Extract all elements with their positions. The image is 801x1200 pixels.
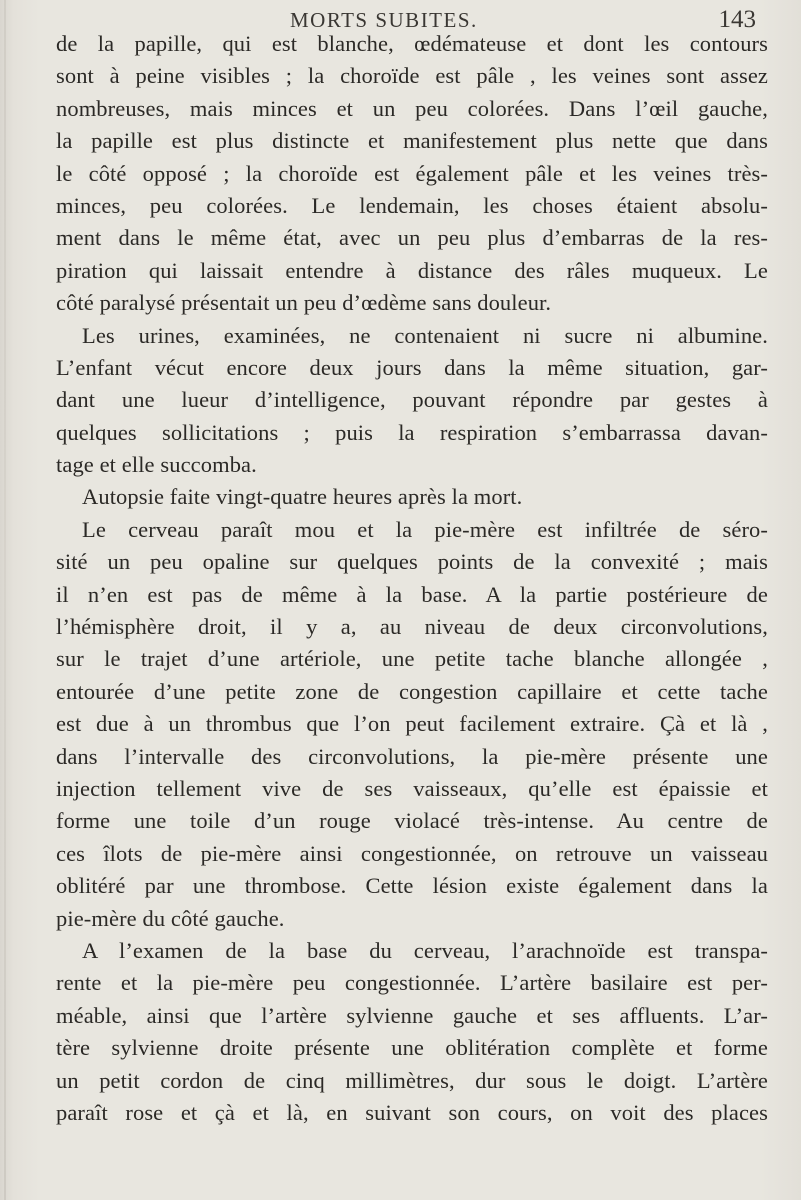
text-line: rente et la pie-mère peu congestionnée. L’artère basilaire est per- [56,970,768,996]
text-line: ces îlots de pie-mère ainsi congestionnée, on retrouve un vaisseau [56,840,768,866]
text-line: paraît rose et çà et là, en suivant son cours, on voit des places [56,1099,768,1125]
text-line: oblitéré par une thrombose. Cette lésion existe également dans la [56,873,768,899]
text-line: il n’en est pas de même à la base. A la partie postérieure de [56,581,768,607]
text-line: minces, peu colorées. Le lendemain, les choses étaient absolu- [56,192,768,218]
text-line: méable, ainsi que l’artère sylvienne gauche et ses affluents. L’ar- [56,1002,768,1028]
text-line: injection tellement vive de ses vaisseaux, qu’elle est épaissie et [56,775,768,801]
text-line: sité un peu opaline sur quelques points de la convexité ; mais [56,549,768,575]
text-line: le côté opposé ; la choroïde est également pâle et les veines très- [56,160,768,186]
text-line: dant une lueur d’intelligence, pouvant répondre par gestes à [56,387,768,413]
text-line: sur le trajet d’une artériole, une petite tache blanche allongée , [56,646,768,672]
text-line: piration qui laissait entendre à distance des râles muqueux. Le [56,257,768,283]
page-gutter [4,0,6,1200]
text-line: L’enfant vécut encore deux jours dans la même situation, gar- [56,354,768,380]
text-line: nombreuses, mais minces et un peu colorées. Dans l’œil gauche, [56,95,768,121]
text-line: Autopsie faite vingt-quatre heures après la mort. [82,484,523,510]
page-number: 143 [718,6,756,33]
text-line: l’hémisphère droit, il y a, au niveau de deux circonvolutions, [56,614,768,640]
body-text [56,28,768,1129]
text-line: dans l’intervalle des circonvolutions, la pie-mère présente une [56,743,768,769]
text-line: tage et elle succomba. [56,452,257,478]
text-line: tère sylvienne droite présente une oblitération complète et forme [56,1035,768,1061]
text-line: A l’examen de la base du cerveau, l’arachnoïde est transpa- [82,937,768,963]
running-head-title: MORTS SUBITES. [290,8,478,32]
text-line: est due à un thrombus que l’on peut facilement extraire. Çà et là , [56,711,768,737]
text-line: sont à peine visibles ; la choroïde est pâle , les veines sont assez [56,63,768,89]
text-line: quelques sollicitations ; puis la respiration s’embarrassa davan- [56,419,768,445]
text-line: entourée d’une petite zone de congestion capillaire et cette tache [56,678,768,704]
text-line: forme une toile d’un rouge violacé très-intense. Au centre de [56,808,768,834]
text-line: la papille est plus distincte et manifestement plus nette que dans [56,128,768,154]
text-line: de la papille, qui est blanche, œdémateuse et dont les contours [56,31,768,56]
text-line: Les urines, examinées, ne contenaient ni sucre ni albumine. [82,322,768,348]
text-line: côté paralysé présentait un peu d’œdème sans douleur. [56,290,552,316]
text-line: ment dans le même état, avec un peu plus d’embarras de la res- [56,225,768,251]
text-line: un petit cordon de cinq millimètres, dur sous le doigt. L’artère [56,1067,768,1093]
text-line: Le cerveau paraît mou et la pie-mère est infiltrée de séro- [82,516,768,542]
text-line: pie-mère du côté gauche. [56,905,285,931]
